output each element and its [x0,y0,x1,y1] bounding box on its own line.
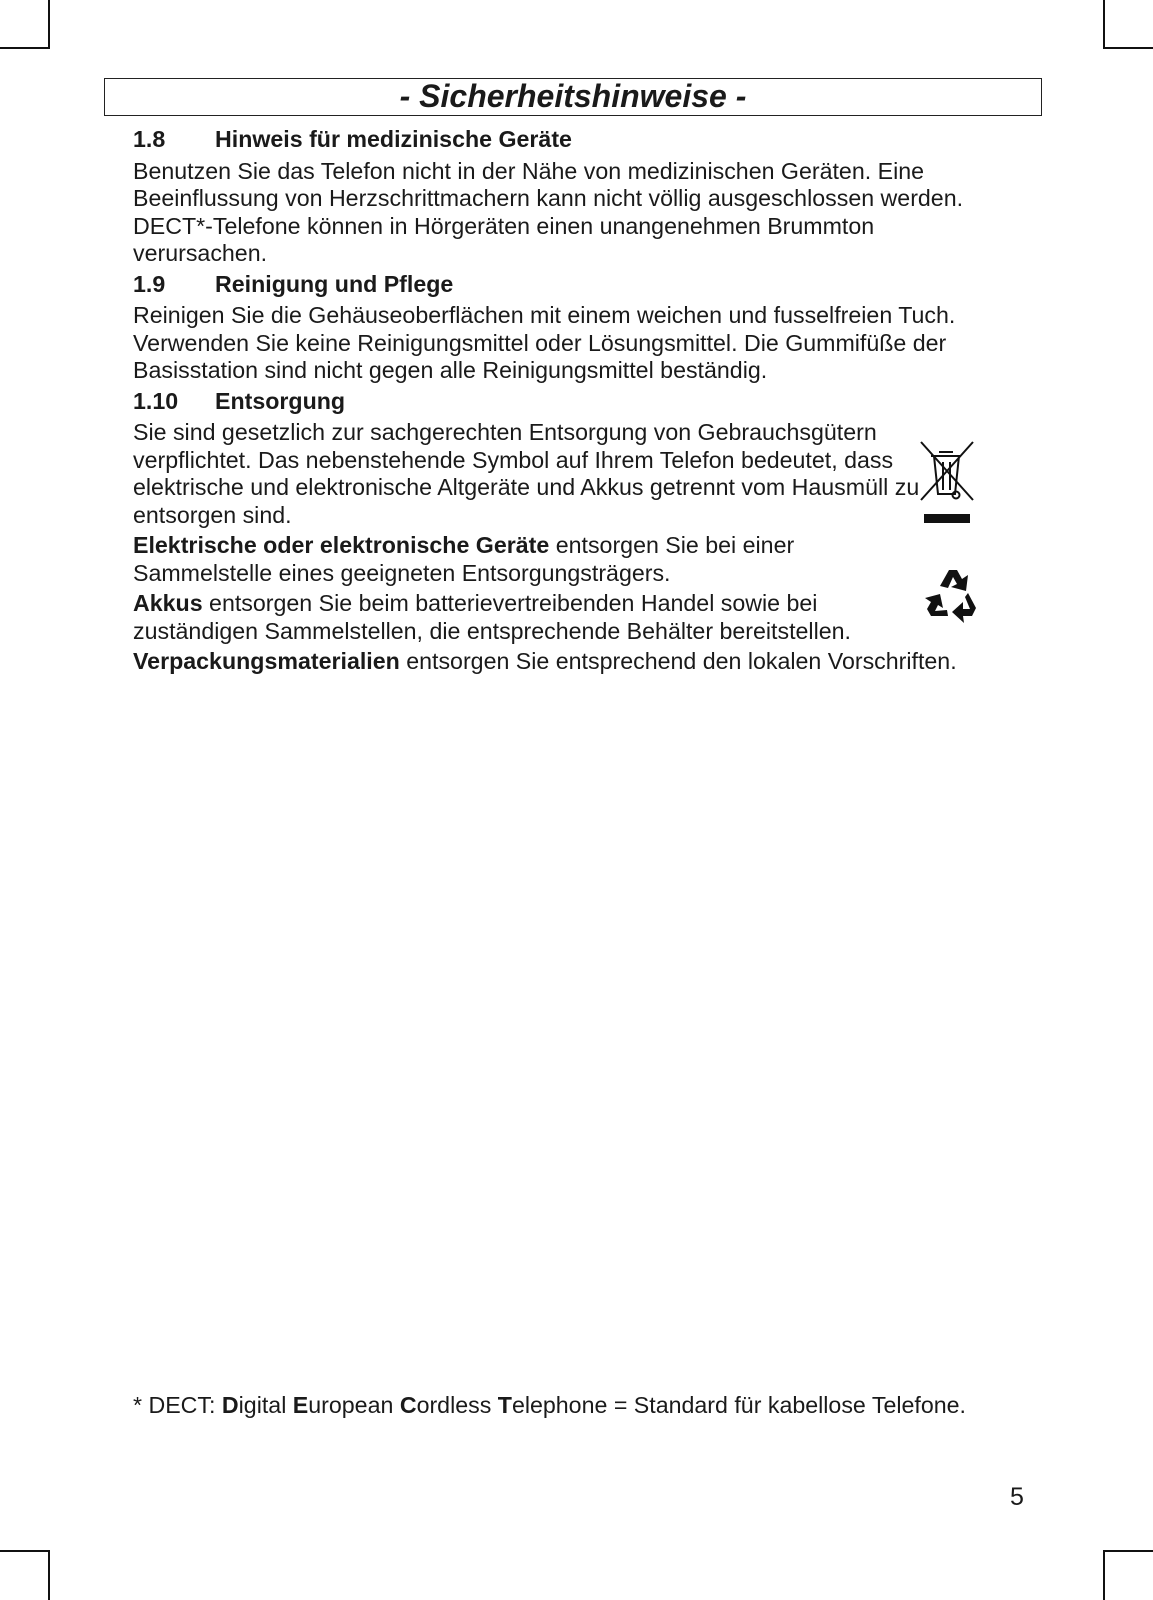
section-1-10 [133,388,1003,676]
section-1-8 [133,126,1003,268]
section-number: 1.9 [133,270,166,297]
section-1-9 [133,271,1003,385]
section-heading [133,271,1003,299]
section-number: 1.10 [133,387,179,414]
section-heading [133,388,1003,416]
disposal-item-packaging: Verpackungsmaterialien entsorgen Sie entsprechend den lokalen Vorschriften. [133,648,957,674]
crossed-out-wheelie-bin-icon [919,440,975,526]
section-title: Hinweis für medizinische Geräte [215,126,572,152]
section-number: 1.8 [133,126,166,152]
page-header [104,78,1042,116]
section-heading [133,126,1003,154]
paragraph: Benutzen Sie das Telefon nicht in der Nähe von medizinischen Geräten. Eine Beeinflussung von Herzschrittmachern kann nicht völlig ausgeschlossen werden. DECT*-Telefone können in Hörgeräten einen unangenehmen Brummton verursachen. [133,157,964,266]
page-title: - Sicherheitshinweise - [399,78,747,114]
section-title: Reinigung und Pflege [215,270,454,297]
page-number: 5 [1010,1483,1024,1511]
paragraph: Reinigen Sie die Gehäuseoberflächen mit einem weichen und fusselfreien Tuch. Verwenden Sie keine Reinigungsmittel oder Lösungsmittel. Die Gummifüße der Basisstation sind nicht gegen alle Reinigungsmittel beständig. [133,302,956,383]
recycle-icon [918,560,986,628]
main-content [133,126,1003,679]
paragraph-intro: Sie sind gesetzlich zur sachgerechten Entsorgung von Gebrauchsgütern verpflichtet. Das nebenstehende Symbol auf Ihrem Telefon bedeutet, dass elektrische und elektronische Altgeräte und Akkus getrennt vom Hausmüll zu entsorgen sind. [133,419,920,528]
footnote: * DECT: Digital European Cordless Telephone = Standard für kabellose Telefone. [133,1392,966,1418]
disposal-item-electronics: Elektrische oder elektronische Geräte entsorgen Sie bei einer Sammelstelle eines geeigneten Entsorgungsträgers. [133,532,795,586]
disposal-item-batteries: Akkus entsorgen Sie beim batterievertreibenden Handel sowie bei zuständigen Sammelstellen, die entsprechende Behälter bereitstellen. [133,590,851,644]
section-title: Entsorgung [215,387,346,414]
